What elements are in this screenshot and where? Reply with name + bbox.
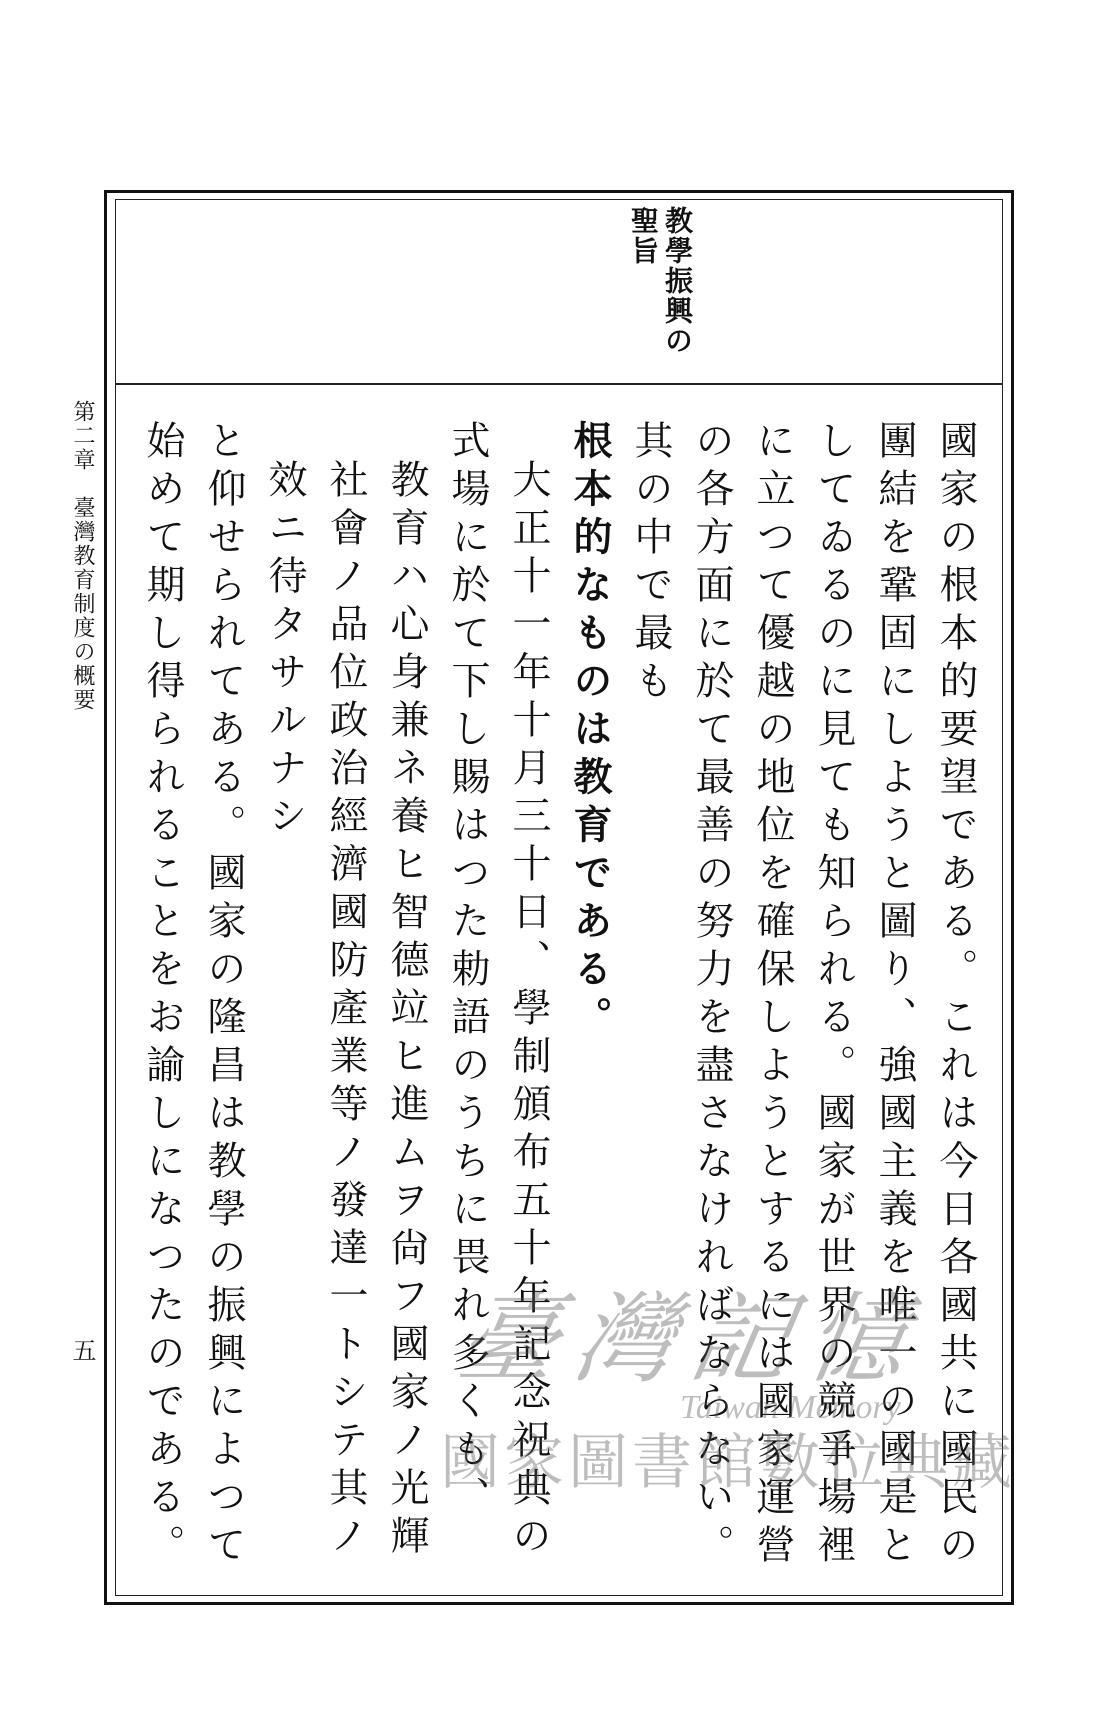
- imperial-rescript-quote: 教育ハ心身兼ネ養ヒ智德竝ヒ進ムヲ尙フ國家ノ光輝社會ノ品位政治經濟國防產業等ノ發達一トシテ其ノ效ニ待タサルナシ: [262, 459, 429, 1563]
- page-number: 五: [68, 1338, 96, 1362]
- watermark-logo: 臺灣記憶: [449, 1283, 935, 1397]
- watermark-library: 國家圖書館數位典藏: [440, 1428, 1016, 1498]
- paragraph-1: 國家の根本的要望である。これは今日各國共に國民の團結を鞏固にしようと圖り、強國主義を唯一の國是としてゐるのに見ても知られる。國家が世界の競爭場裡に立つて優越の地位を確保しようとするには國家運營の各方面に於て最善の努力を盡さなければならない。其の中で最も: [628, 420, 978, 1572]
- paragraph-4: と仰せられてある。國家の隆昌は教學の振興によつて始めて期し得られることをお諭しになつたのである。: [140, 420, 246, 1572]
- paragraph-3: 大正十一年十月三十日、學制頒布五十年記念祝典の式場に於て下し賜はつた勅語のうちに畏れ多くも、: [445, 420, 551, 1563]
- watermark-subtitle: Taiwan Memory: [680, 1389, 901, 1426]
- running-head: 第二章 臺灣教育制度の概要: [70, 400, 95, 712]
- watermark: [440, 1280, 1040, 1510]
- header-band: [116, 200, 1002, 385]
- paragraph-2: 根本的なものは教育である。: [567, 420, 613, 1044]
- section-heading: 教學振興の聖旨: [627, 206, 694, 356]
